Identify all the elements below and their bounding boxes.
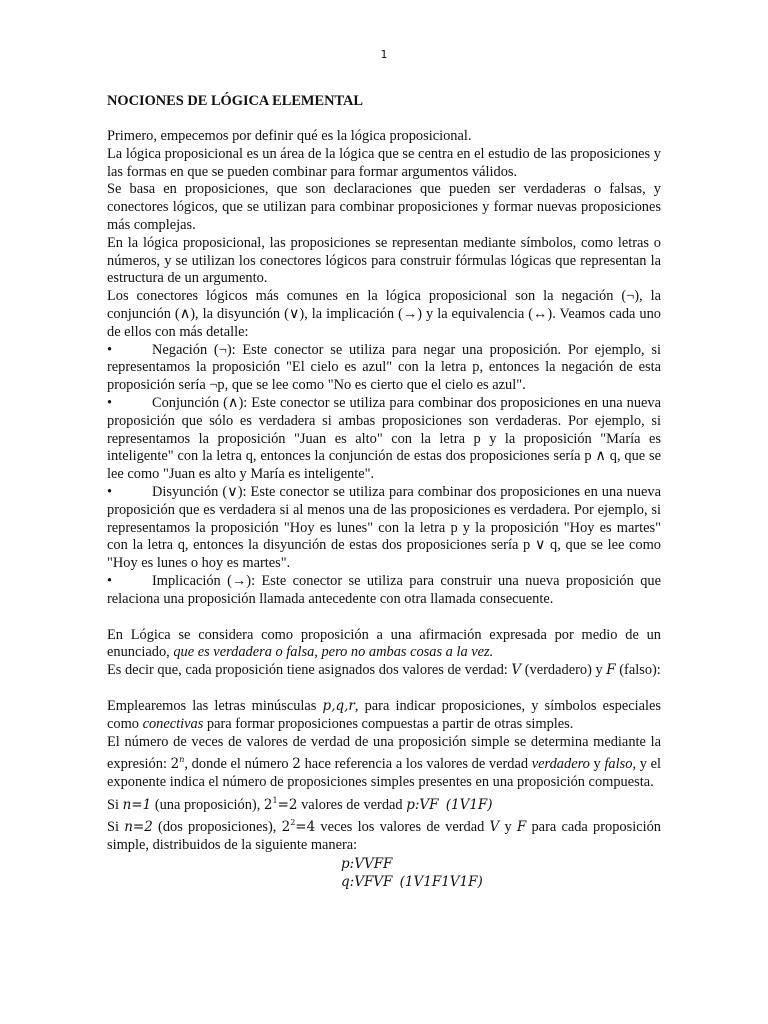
paragraph-letters: Emplearemos las letras minúsculas p,q,r, para indicar proposiciones, y símbolos especiales como conectivas para formar proposiciones compuestas a partir de otras simples. — [107, 697, 661, 732]
line-two-propositions: Si n=2 (dos proposiciones), $2^2=4$ veces los valores de verdad V y F para cada proposición simple, distribuidos de la siguiente manera: — [107, 818, 661, 853]
paragraph-proposition: En Lógica se considera como proposición a una afirmación expresada por medio de un enunciado, que es verdadera o falsa, pero no ambas cosas a la vez. — [107, 626, 661, 661]
truth-row-q: q:VFVF (1V1F1V1F) — [341, 873, 483, 890]
page-number: 1 — [380, 48, 388, 61]
paragraph-definition: La lógica proposicional es un área de la lógica que se centra en el estudio de las proposiciones y las formas en que se pueden combinar para formar argumentos válidos. — [107, 145, 661, 180]
document-title: NOCIONES DE LÓGICA ELEMENTAL — [107, 93, 364, 109]
bullet-icon: • — [107, 341, 113, 358]
list-item-implication: • Implicación (→): Este conector se utiliza para construir una nueva proposición que relaciona una proposición llamada antecedente con otra llamada consecuente. — [107, 572, 661, 607]
line-one-proposition: Si n=1 (una proposición), $2^1=2$ valores de verdad p:VF (1V1F) — [107, 795, 493, 813]
list-item-conjunction: • Conjunción (∧): Este conector se utiliza para combinar dos proposiciones en una nueva proposición que sólo es verdadera si ambas proposiciones son verdaderas. Por ejemplo, si representamos la proposición "Juan es alto" con la letra p y la proposición "María es inteligente" con la letra q, entonces la conjunción de estas dos proposiciones sería p ∧ q, que se lee como "Juan es alto y María es inteligente". — [107, 394, 661, 483]
bullet-icon: • — [107, 483, 113, 500]
bullet-icon: • — [107, 572, 113, 589]
paragraph-representation: En la lógica proposicional, las proposiciones se representan mediante símbolos, como letras o números, y se utilizan los conectores lógicos para construir fórmulas lógicas que representan la estructura de un argumento. — [107, 234, 661, 287]
bullet-icon: • — [107, 394, 113, 411]
document-body — [107, 92, 661, 891]
paragraph-truth-values: Es decir que, cada proposición tiene asignados dos valores de verdad: V (verdadero) y F (falso): — [107, 662, 661, 679]
list-item-disjunction: • Disyunción (∨): Este conector se utiliza para combinar dos proposiciones en una nueva proposición que es verdadera si al menos una de las proposiciones es verdadera. Por ejemplo, si representamos la proposición "Hoy es lunes" con la letra p y la proposición "Hoy es martes" con la letra q, entonces la disyunción de estas dos proposiciones sería p ∨ q, que se lee como "Hoy es lunes o hoy es martes". — [107, 483, 661, 572]
paragraph-expression: El número de veces de valores de verdad de una proposición simple se determina mediante la expresión: 2$^n$, donde el número 2 hace referencia a los valores de verdad verdadero y falso, y el exponente indica el número de proposiciones simples presentes en una proposición compuesta. — [107, 733, 662, 790]
paragraph-basis: Se basa en proposiciones, que son declaraciones que pueden ser verdaderas o falsas, y conectores lógicos, que se utilizan para combinar proposiciones y formar nuevas proposiciones más complejas. — [107, 181, 661, 233]
list-item-negation: • Negación (¬): Este conector se utiliza para negar una proposición. Por ejemplo, si representamos la proposición "El cielo es azul" con la letra p, entonces la negación de esta proposición sería ¬p, que se lee como "No es cierto que el cielo es azul". — [107, 341, 661, 394]
truth-row-p: p:VVFF — [341, 855, 393, 872]
paragraph-intro: Primero, empecemos por definir qué es la lógica proposicional. — [107, 128, 472, 144]
paragraph-connectors: Los conectores lógicos más comunes en la lógica proposicional son la negación (¬), la conjunción (∧), la disyunción (∨), la implicación (→) y la equivalencia (↔). Veamos cada uno de ellos con más detalle: — [107, 288, 661, 340]
